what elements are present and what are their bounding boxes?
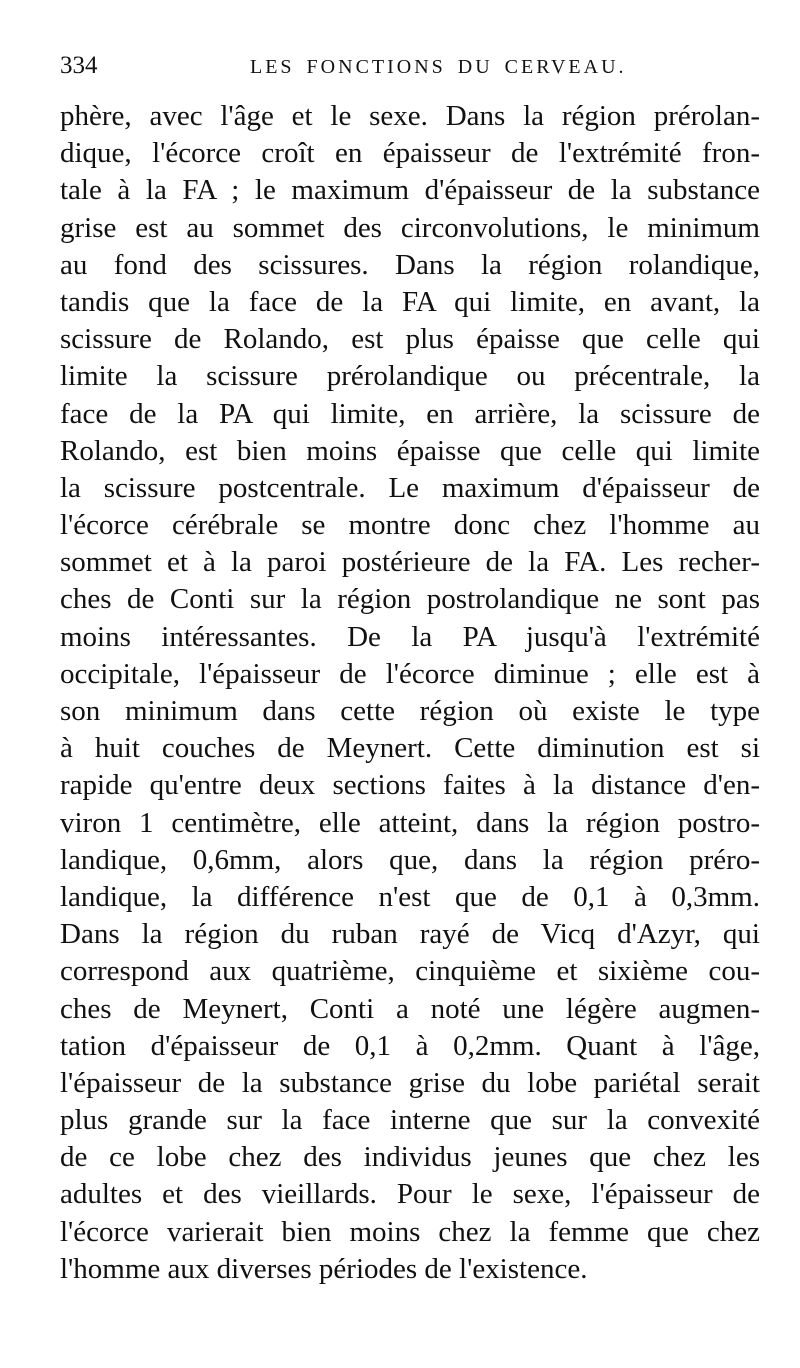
text-line: dique, l'écorce croît en épaisseur de l'extrémité fron- xyxy=(60,137,760,170)
text-line: tation d'épaisseur de 0,1 à 0,2mm. Quant à l'âge, xyxy=(60,1029,760,1062)
text-line: face de la PA qui limite, en arrière, la scissure de xyxy=(60,397,760,430)
text-line: tale à la FA ; le maximum d'épaisseur de la substance xyxy=(60,174,760,207)
text-line: Rolando, est bien moins épaisse que celle qui limite xyxy=(60,434,760,467)
text-line: moins intéressantes. De la PA jusqu'à l'extrémité xyxy=(60,620,760,653)
page-number: 334 xyxy=(60,52,98,79)
text-line: au fond des scissures. Dans la région rolandique, xyxy=(60,248,760,281)
running-header xyxy=(60,52,760,96)
text-line: l'épaisseur de la substance grise du lobe pariétal serait xyxy=(60,1066,760,1099)
text-line: la scissure postcentrale. Le maximum d'épaisseur de xyxy=(60,471,760,504)
text-line: phère, avec l'âge et le sexe. Dans la région prérolan- xyxy=(60,100,760,132)
text-line: tandis que la face de la FA qui limite, en avant, la xyxy=(60,285,760,318)
text-line: grise est au sommet des circonvolutions, le minimum xyxy=(60,211,760,244)
text-line: landique, 0,6mm, alors que, dans la région préro- xyxy=(60,843,760,876)
text-line: plus grande sur la face interne que sur la convexité xyxy=(60,1104,760,1137)
text-line: de ce lobe chez des individus jeunes que chez les xyxy=(60,1141,760,1174)
text-line: l'écorce cérébrale se montre donc chez l'homme au xyxy=(60,509,760,542)
text-line: scissure de Rolando, est plus épaisse que celle qui xyxy=(60,323,760,356)
text-line: occipitale, l'épaisseur de l'écorce diminue ; elle est à xyxy=(60,657,760,690)
text-line: landique, la différence n'est que de 0,1 à 0,3mm. xyxy=(60,880,760,913)
text-line: correspond aux quatrième, cinquième et sixième cou- xyxy=(60,955,760,988)
running-title: LES FONCTIONS DU CERVEAU. xyxy=(250,56,627,78)
text-line: rapide qu'entre deux sections faites à la distance d'en- xyxy=(60,769,760,802)
text-line: son minimum dans cette région où existe le type xyxy=(60,695,760,727)
text-line: ches de Conti sur la région postrolandique ne sont pas xyxy=(60,583,760,616)
text-line: l'écorce varierait bien moins chez la femme que chez xyxy=(60,1215,760,1248)
text-line: à huit couches de Meynert. Cette diminution est si xyxy=(60,732,760,765)
text-line: Dans la région du ruban rayé de Vicq d'Azyr, qui xyxy=(60,918,760,951)
text-line: adultes et des vieillards. Pour le sexe, l'épaisseur de xyxy=(60,1178,760,1211)
text-line: limite la scissure prérolandique ou précentrale, la xyxy=(60,360,760,393)
text-line: sommet et à la paroi postérieure de la FA. Les recher- xyxy=(60,546,760,579)
body-text xyxy=(60,98,760,1288)
text-line: ches de Meynert, Conti a noté une légère augmen- xyxy=(60,992,760,1025)
text-line: l'homme aux diverses périodes de l'existence. xyxy=(60,1252,588,1285)
text-line: viron 1 centimètre, elle atteint, dans la région postro- xyxy=(60,806,760,839)
